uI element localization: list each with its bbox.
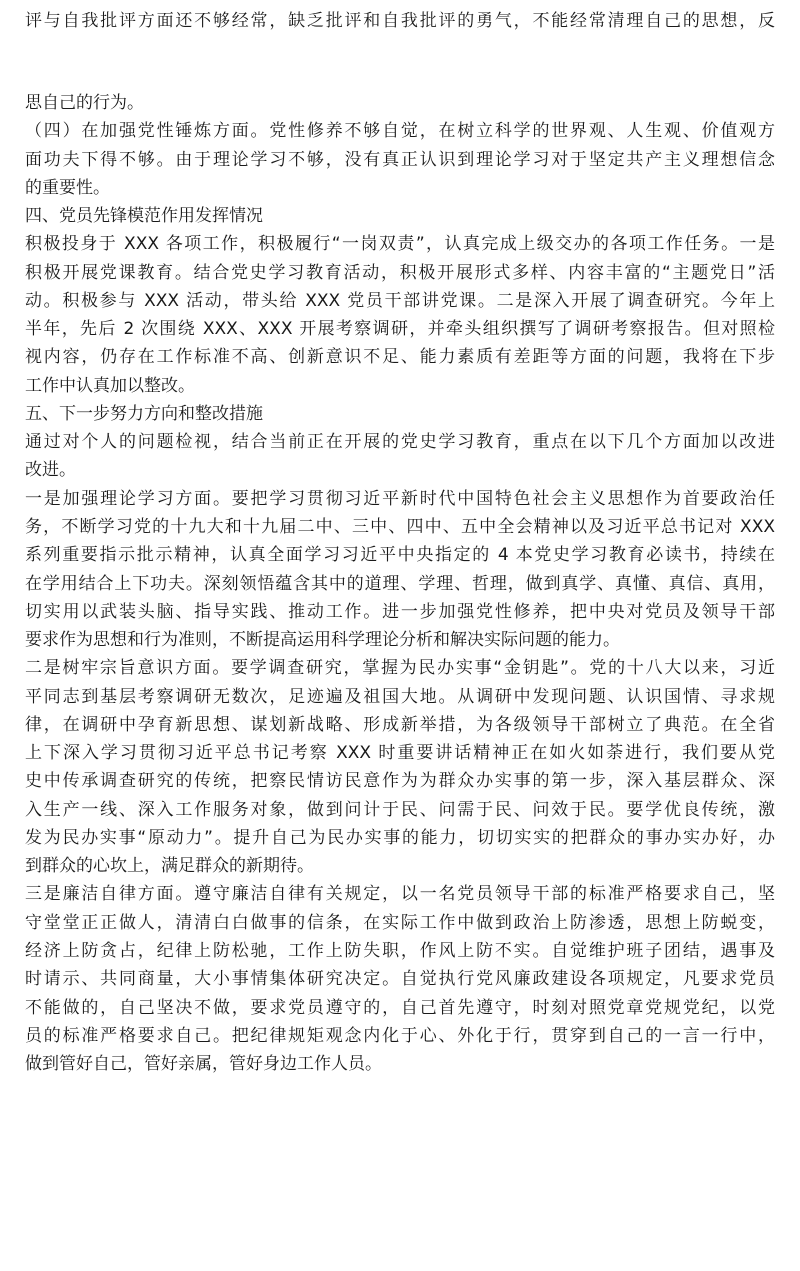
text-line: 入生产一线、深入工作服务对象，做到问计于民、问需于民、问效于民。要学优良传统，激 xyxy=(25,799,775,820)
document-body xyxy=(25,89,775,1078)
text-line: 律，在调研中孕育新思想、谋划新战略、形成新举措，为各级领导干部树立了典范。在全省 xyxy=(25,714,775,735)
text-line: 半年，先后 2 次围绕 XXX、XXX 开展考察调研，并牵头组织撰写了调研考察报告。但对照检 xyxy=(25,319,775,340)
text-line: 四、党员先锋模范作用发挥情况 xyxy=(25,206,263,227)
text-line: 的重要性。 xyxy=(25,177,110,198)
paragraph xyxy=(25,202,775,230)
text-line: 员的标准严格要求自己。把纪律规矩观念内化于心、外化于行，贯穿到自己的一言一行中， xyxy=(25,1025,775,1046)
text-line: 守堂堂正正做人，清清白白做事的信条，在实际工作中做到政治上防渗透，思想上防蜕变， xyxy=(25,912,775,933)
text-line: 面功夫下得不够。由于理论学习不够，没有真正认识到理论学习对于坚定共产主义理想信念 xyxy=(25,149,775,170)
text-line: 动。积极参与 XXX 活动，带头给 XXX 党员干部讲党课。二是深入开展了调查研究。今年上 xyxy=(25,290,775,311)
text-line: 时请示、共同商量，大小事情集体研究决定。自觉执行党风廉政建设各项规定，凡要求党员 xyxy=(25,969,775,990)
paragraph xyxy=(25,117,775,202)
text-line: 工作中认真加以整改。 xyxy=(25,375,195,396)
text-line: 积极投身于 XXX 各项工作，积极履行“一岗双责”，认真完成上级交办的各项工作任务。一是 xyxy=(25,234,775,255)
text-line: 史中传承调查研究的传统，把察民情访民意作为为群众办实事的第一步，深入基层群众、深 xyxy=(25,771,775,792)
text-line: 在学用结合上下功夫。深刻领悟蕴含其中的道理、学理、哲理，做到真学、真懂、真信、真用， xyxy=(25,573,775,594)
text-line: 做到管好自己，管好亲属，管好身边工作人员。 xyxy=(25,1054,382,1075)
text-line: 务，不断学习党的十九大和十九届二中、三中、四中、五中全会精神以及习近平总书记对 XXX xyxy=(25,516,775,537)
text-line: 不能做的，自己坚决不做，要求党员遵守的，自己首先遵守，时刻对照党章党规党纪，以党 xyxy=(25,997,775,1018)
paragraph xyxy=(25,880,775,1078)
paragraph xyxy=(25,428,775,485)
text-line: 到群众的心坎上，满足群众的新期待。 xyxy=(25,856,314,877)
paragraph xyxy=(25,89,775,117)
text-line: 平同志到基层考察调研无数次，足迹遍及祖国大地。从调研中发现问题、认识国情、寻求规 xyxy=(25,686,775,707)
clipped-top-text xyxy=(25,7,775,35)
paragraph xyxy=(25,654,775,880)
text-line: 思自己的行为。 xyxy=(25,93,144,113)
text-line: 切实用以武装头脑、指导实践、推动工作。进一步加强党性修养，把中央对党员及领导干部 xyxy=(25,601,775,622)
text-line: 发为民办实事“原动力”。提升自己为民办实事的能力，切切实实的把群众的事办实办好，办 xyxy=(25,827,775,848)
text-line: 经济上防贪占，纪律上防松驰，工作上防失职，作风上防不实。自觉维护班子团结，遇事及 xyxy=(25,940,775,961)
text-line: 视内容，仍存在工作标准不高、创新意识不足、能力素质有差距等方面的问题，我将在下步 xyxy=(25,347,775,368)
text-line: 上下深入学习贯彻习近平总书记考察 XXX 时重要讲话精神正在如火如荼进行，我们要从党 xyxy=(25,743,775,764)
text-line: 积极开展党课教育。结合党史学习教育活动，积极开展形式多样、内容丰富的“主题党日”活 xyxy=(25,262,775,283)
text-line: 通过对个人的问题检视，结合当前正在开展的党史学习教育，重点在以下几个方面加以改进 xyxy=(25,432,775,453)
paragraph xyxy=(25,230,775,400)
text-line: （四）在加强党性锤炼方面。党性修养不够自觉，在树立科学的世界观、人生观、价值观方 xyxy=(25,121,775,142)
text-line: 评与自我批评方面还不够经常，缺乏批评和自我批评的勇气，不能经常清理自己的思想，反 xyxy=(25,11,775,31)
paragraph xyxy=(25,485,775,655)
text-line: 系列重要指示批示精神，认真全面学习习近平中央指定的 4 本党史学习教育必读书，持续在 xyxy=(25,545,775,566)
text-line: 一是加强理论学习方面。要把学习贯彻习近平新时代中国特色社会主义思想作为首要政治任 xyxy=(25,488,775,509)
text-line: 三是廉洁自律方面。遵守廉洁自律有关规定，以一名党员领导干部的标准严格要求自己，坚 xyxy=(25,884,775,905)
text-line: 改进。 xyxy=(25,460,76,481)
text-line: 二是树牢宗旨意识方面。要学调查研究，掌握为民办实事“金钥匙”。党的十八大以来，习近 xyxy=(25,658,775,679)
paragraph xyxy=(25,400,775,428)
text-line: 要求作为思想和行为准则，不断提高运用科学理论分析和解决实际问题的能力。 xyxy=(25,630,620,651)
text-line: 五、下一步努力方向和整改措施 xyxy=(25,403,263,424)
